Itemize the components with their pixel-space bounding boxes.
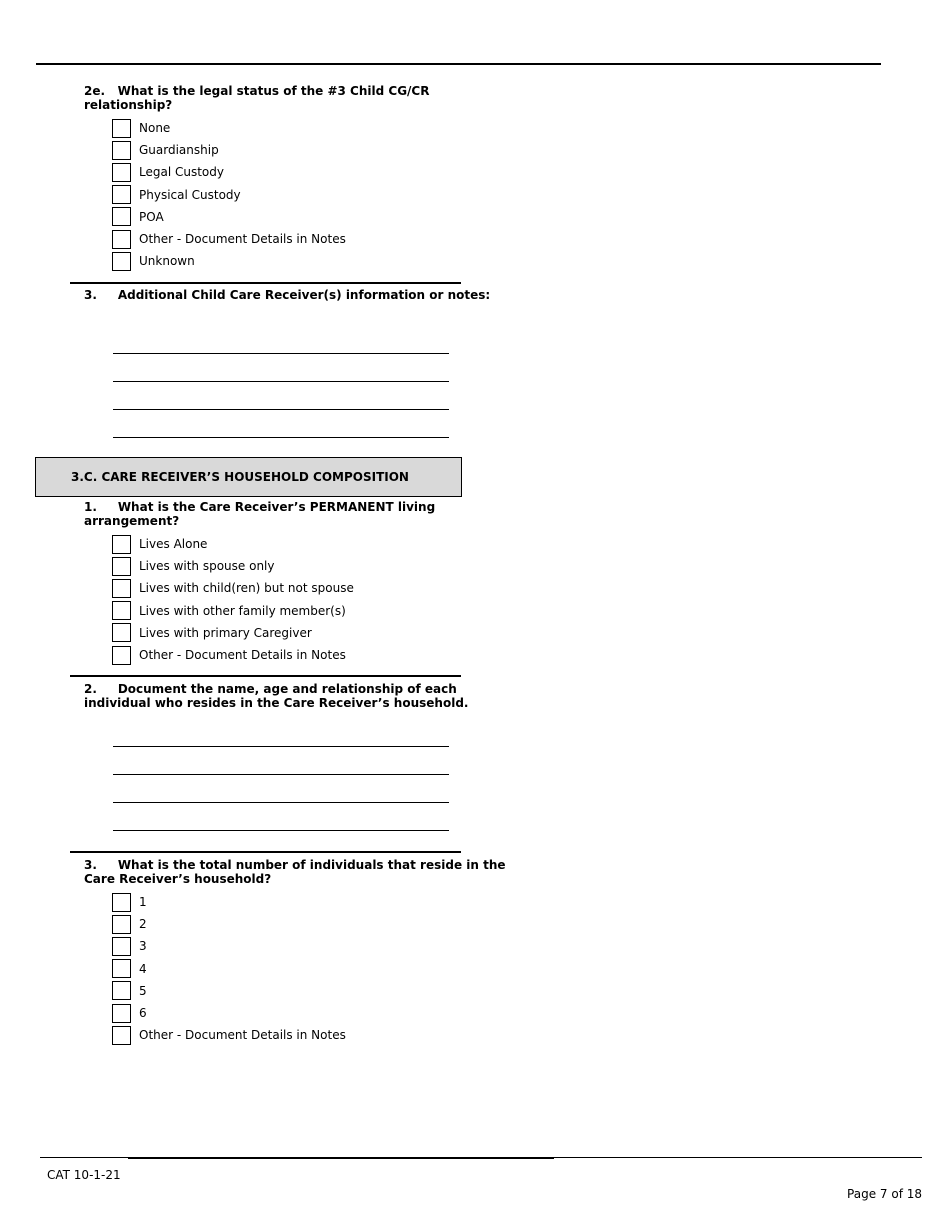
option-row	[112, 891, 346, 913]
option-label: Physical Custody	[139, 187, 241, 202]
question-number: 2e.	[84, 84, 106, 98]
notes-line[interactable]	[113, 774, 449, 775]
option-row	[112, 600, 354, 622]
option-label: Lives Alone	[139, 537, 208, 552]
option-label: Unknown	[139, 254, 195, 269]
checkbox[interactable]	[112, 893, 131, 912]
divider	[70, 282, 461, 284]
option-label: POA	[139, 209, 164, 224]
checkbox[interactable]	[112, 1026, 131, 1045]
option-row	[112, 622, 354, 644]
question-2-title	[84, 682, 468, 710]
checkbox[interactable]	[112, 601, 131, 620]
notes-line[interactable]	[113, 381, 449, 382]
notes-line[interactable]	[113, 353, 449, 354]
notes-line[interactable]	[113, 746, 449, 747]
question-text: What is the total number of individuals that reside in the	[117, 858, 506, 872]
question-2e-title	[84, 84, 429, 112]
q1-options	[112, 533, 354, 666]
option-row	[112, 139, 346, 161]
q2e-options	[112, 117, 346, 272]
question-number: 1.	[84, 500, 97, 514]
option-label: None	[139, 121, 171, 136]
notes-line[interactable]	[113, 830, 449, 831]
checkbox[interactable]	[112, 579, 131, 598]
checkbox[interactable]	[112, 535, 131, 554]
question-text-cont: individual who resides in the Care Receiver’s household.	[84, 696, 469, 710]
question-text-cont: arrangement?	[84, 514, 180, 528]
checkbox[interactable]	[112, 557, 131, 576]
option-label: 3	[139, 939, 147, 954]
option-row	[112, 117, 346, 139]
option-row	[112, 555, 354, 577]
option-label: 4	[139, 961, 147, 976]
option-label: Lives with primary Caregiver	[139, 625, 312, 640]
option-row	[112, 913, 346, 935]
checkbox[interactable]	[112, 119, 131, 138]
divider	[70, 851, 461, 853]
option-label: Guardianship	[139, 143, 219, 158]
question-text-cont: relationship?	[84, 98, 173, 112]
option-row	[112, 161, 346, 183]
question-number: 2.	[84, 682, 97, 696]
checkbox[interactable]	[112, 915, 131, 934]
divider	[70, 675, 461, 677]
option-row	[112, 250, 346, 272]
checkbox[interactable]	[112, 207, 131, 226]
option-row	[112, 1002, 346, 1024]
option-row	[112, 577, 354, 599]
notes-line[interactable]	[113, 409, 449, 410]
option-label: 2	[139, 917, 147, 932]
question-3-notes-title	[84, 288, 490, 302]
checkbox[interactable]	[112, 937, 131, 956]
option-label: Other - Document Details in Notes	[139, 232, 346, 247]
footer-rule-thick	[128, 1157, 554, 1159]
checkbox[interactable]	[112, 252, 131, 271]
option-row	[112, 228, 346, 250]
option-row	[112, 206, 346, 228]
option-label: Legal Custody	[139, 165, 224, 180]
option-label: 6	[139, 1006, 147, 1021]
top-rule	[36, 63, 881, 65]
checkbox[interactable]	[112, 646, 131, 665]
question-text: What is the Care Receiver’s PERMANENT living	[117, 500, 436, 514]
option-label: Lives with child(ren) but not spouse	[139, 581, 354, 596]
option-label: 1	[139, 895, 147, 910]
section-title: 3.C. CARE RECEIVER’S HOUSEHOLD COMPOSITION	[71, 470, 409, 484]
checkbox[interactable]	[112, 1004, 131, 1023]
checkbox[interactable]	[112, 959, 131, 978]
option-row	[112, 644, 354, 666]
question-1-title	[84, 500, 435, 528]
option-row	[112, 958, 346, 980]
option-label: 5	[139, 983, 147, 998]
question-number: 3.	[84, 288, 97, 302]
form-id: CAT 10-1-21	[47, 1168, 121, 1182]
notes-line[interactable]	[113, 802, 449, 803]
question-text-cont: Care Receiver’s household?	[84, 872, 272, 886]
checkbox[interactable]	[112, 141, 131, 160]
option-label: Lives with spouse only	[139, 559, 275, 574]
question-text: Document the name, age and relationship of each	[117, 682, 457, 696]
checkbox[interactable]	[112, 163, 131, 182]
question-text: What is the legal status of the #3 Child CG/CR	[117, 84, 430, 98]
option-row	[112, 533, 354, 555]
checkbox[interactable]	[112, 185, 131, 204]
page-number: Page 7 of 18	[847, 1187, 922, 1201]
question-3-count-title	[84, 858, 506, 886]
checkbox[interactable]	[112, 230, 131, 249]
option-label: Other - Document Details in Notes	[139, 1028, 346, 1043]
option-row	[112, 935, 346, 957]
checkbox[interactable]	[112, 623, 131, 642]
option-row	[112, 184, 346, 206]
notes-line[interactable]	[113, 437, 449, 438]
option-label: Other - Document Details in Notes	[139, 648, 346, 663]
section-header	[35, 457, 462, 497]
option-label: Lives with other family member(s)	[139, 603, 346, 618]
option-row	[112, 980, 346, 1002]
option-row	[112, 1024, 346, 1046]
q3b-options	[112, 891, 346, 1046]
checkbox[interactable]	[112, 981, 131, 1000]
question-number: 3.	[84, 858, 97, 872]
question-text: Additional Child Care Receiver(s) information or notes:	[117, 288, 491, 302]
